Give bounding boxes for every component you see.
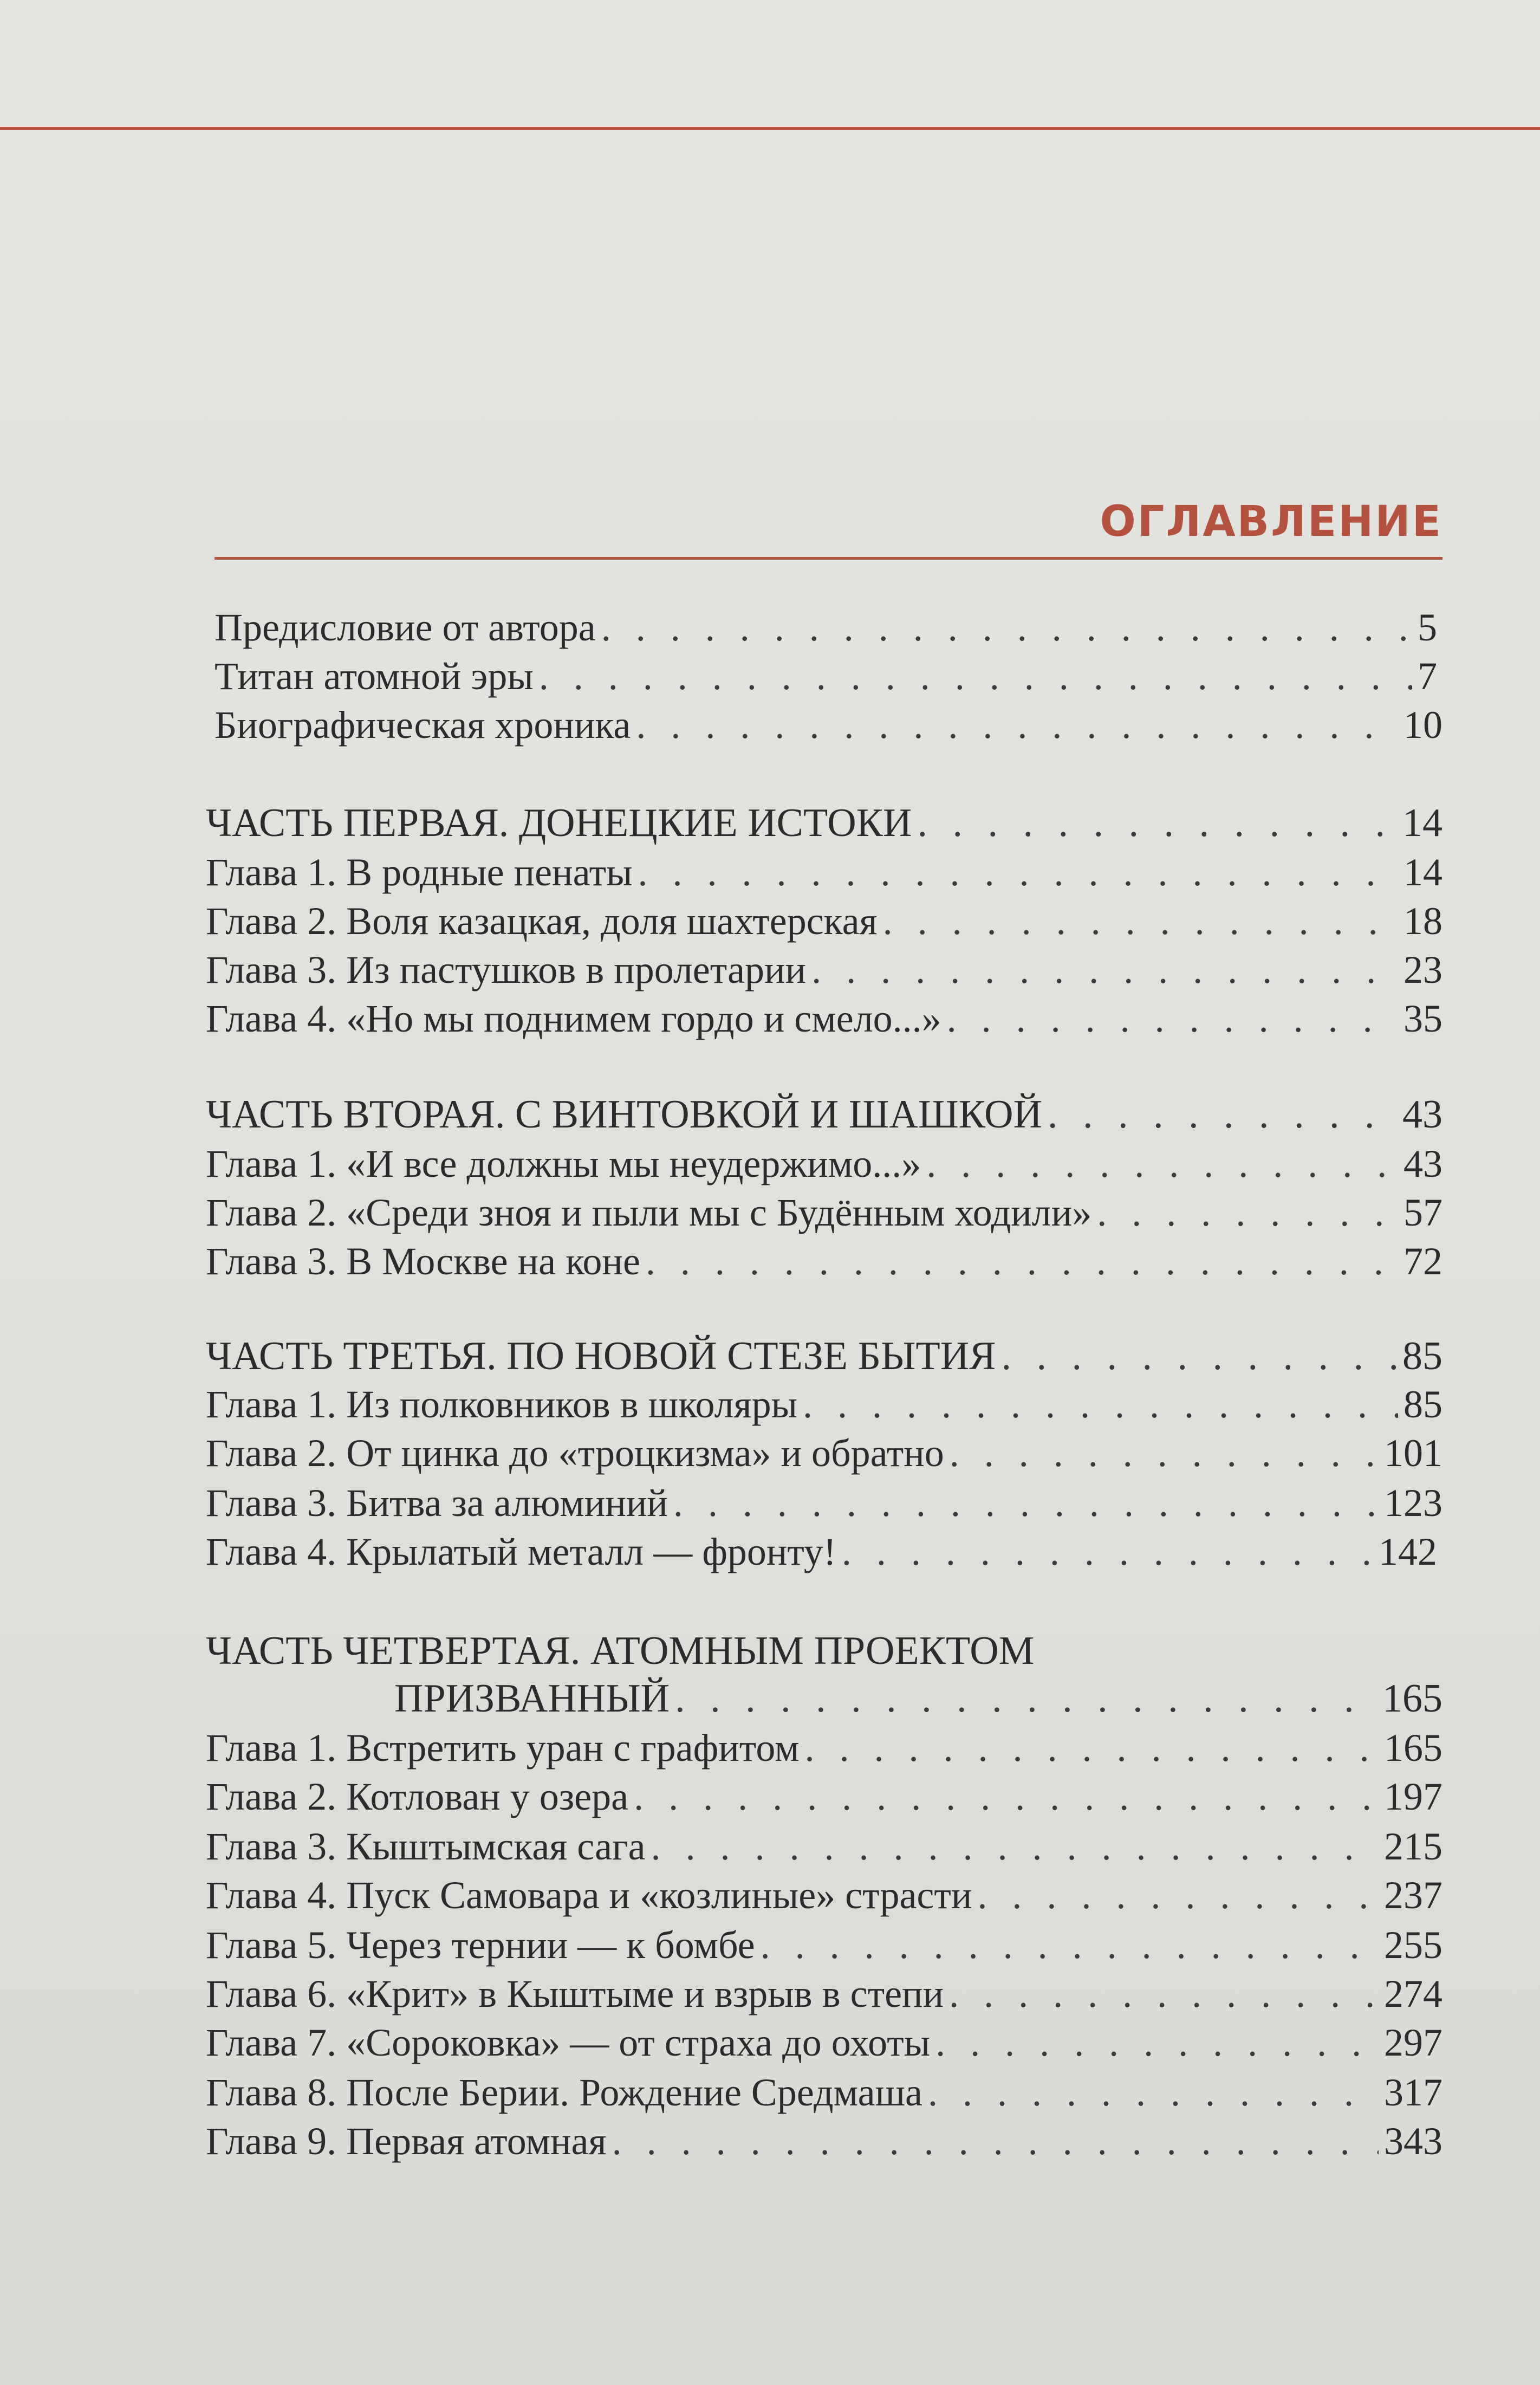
toc-chapter-page: 35	[1403, 997, 1442, 1040]
toc-entry-preface[interactable]	[215, 608, 1437, 647]
toc-entry-titan[interactable]	[215, 654, 1437, 698]
toc-chapter-page: 237	[1384, 1874, 1442, 1917]
toc-chapter-title: Глава 2. «Среди зноя и пыли мы с Будённым ходили»	[206, 1191, 1092, 1234]
toc-part-3[interactable]	[206, 1336, 1442, 1376]
toc-part-title: ЧАСТЬ ВТОРАЯ. С ВИНТОВКОЙ И ШАШКОЙ	[206, 1092, 1043, 1137]
toc-chapter[interactable]	[206, 1242, 1442, 1281]
leader-dots	[646, 1242, 1398, 1281]
toc-chapter-page: 165	[1384, 1726, 1442, 1770]
toc-chapter[interactable]	[206, 2122, 1442, 2161]
toc-chapter[interactable]	[206, 2023, 1442, 2062]
toc-chapter-page: 101	[1384, 1431, 1442, 1475]
leader-dots	[1002, 1336, 1397, 1376]
toc-chapter-page: 72	[1403, 1240, 1442, 1283]
toc-chapter-title: Глава 3. Битва за алюминий	[206, 1481, 668, 1525]
toc-part-title: ЧАСТЬ ТРЕТЬЯ. ПО НОВОЙ СТЕЗЕ БЫТИЯ	[206, 1334, 996, 1378]
toc-chapter-page: 14	[1403, 851, 1442, 894]
toc-chapter[interactable]	[206, 1431, 1442, 1475]
leader-dots	[673, 1483, 1379, 1522]
toc-chapter-page: 18	[1403, 899, 1442, 943]
toc-part-1[interactable]	[206, 803, 1442, 843]
toc-chapter[interactable]	[206, 1481, 1442, 1525]
toc-part-title: ЧАСТЬ ПЕРВАЯ. ДОНЕЦКИЕ ИСТОКИ	[206, 801, 912, 845]
leader-dots	[949, 1974, 1379, 2013]
toc-entry-page: 10	[1403, 703, 1442, 747]
toc-chapter-title: Глава 4. Крылатый металл — фронту!	[206, 1530, 836, 1573]
toc-chapter-title: Глава 3. Кыштымская сага	[206, 1825, 646, 1868]
toc-chapter[interactable]	[206, 1532, 1437, 1571]
toc-chapter-page: 255	[1384, 1923, 1442, 1967]
toc-chapter[interactable]	[206, 1144, 1442, 1183]
toc-chapter-title: Глава 2. Воля казацкая, доля шахтерская	[206, 899, 878, 943]
toc-chapter[interactable]	[206, 1974, 1442, 2013]
toc-chapter-page: 57	[1403, 1191, 1442, 1234]
toc-part-page: 165	[1382, 1676, 1442, 1721]
leader-dots	[917, 803, 1397, 843]
leader-dots	[805, 1728, 1379, 1767]
toc-chapter-page: 23	[1403, 948, 1442, 991]
leader-dots	[675, 1678, 1377, 1719]
toc-part-page: 85	[1402, 1334, 1442, 1378]
leader-dots	[947, 999, 1398, 1038]
toc-chapter-page: 274	[1384, 1972, 1442, 2015]
toc-chapter-title: Глава 3. Из пастушков в пролетарии	[206, 948, 807, 991]
leader-dots	[636, 705, 1398, 744]
toc-chapter[interactable]	[206, 1876, 1442, 1915]
toc-title-underline	[215, 557, 1442, 560]
toc-chapter-title: Глава 2. От цинка до «троцкизма» и обратно	[206, 1431, 944, 1475]
leader-dots	[842, 1532, 1373, 1571]
toc-chapter[interactable]	[206, 1923, 1442, 1967]
leader-dots	[634, 1777, 1379, 1816]
leader-dots	[803, 1385, 1398, 1424]
toc-chapter-title: Глава 7. «Сороковка» — от страха до охоты	[206, 2021, 931, 2064]
toc-chapter[interactable]	[206, 853, 1442, 892]
leader-dots	[638, 853, 1399, 892]
leader-dots	[1097, 1193, 1398, 1232]
leader-dots	[651, 1827, 1379, 1866]
toc-part-4[interactable]	[394, 1678, 1442, 1719]
leader-dots	[977, 1876, 1379, 1915]
leader-dots	[811, 950, 1398, 989]
toc-chapter-title: Глава 4. Пуск Самовара и «козлиные» страсти	[206, 1874, 972, 1917]
toc-chapter-title: Глава 1. Из полковников в школяры	[206, 1383, 797, 1426]
toc-part-page: 43	[1402, 1092, 1442, 1137]
toc-chapter-page: 197	[1384, 1775, 1442, 1818]
toc-chapter-page: 297	[1384, 2021, 1442, 2064]
leader-dots	[601, 608, 1412, 647]
toc-chapter-title: Глава 1. Встретить уран с графитом	[206, 1726, 800, 1770]
toc-chapter[interactable]	[206, 950, 1442, 989]
toc-chapter-page: 215	[1384, 1825, 1442, 1868]
toc-chapter-title: Глава 1. В родные пенаты	[206, 851, 633, 894]
toc-chapter-page: 85	[1403, 1383, 1442, 1426]
toc-chapter-page: 317	[1384, 2071, 1442, 2114]
toc-title: ОГЛАВЛЕНИЕ	[1100, 497, 1442, 546]
leader-dots	[928, 2073, 1379, 2112]
toc-chapter-title: Глава 8. После Берии. Рождение Средмаша	[206, 2071, 922, 2114]
toc-chapter-title: Глава 6. «Крит» в Кыштыме и взрыв в степи	[206, 1972, 944, 2015]
toc-chapter[interactable]	[206, 2073, 1442, 2112]
leader-dots	[883, 902, 1398, 941]
toc-chapter-title: Глава 9. Первая атомная	[206, 2120, 607, 2163]
leader-dots	[935, 2023, 1379, 2062]
leader-dots	[1048, 1094, 1397, 1135]
toc-chapter-page: 142	[1379, 1530, 1437, 1573]
toc-entry-page: 7	[1418, 654, 1437, 698]
toc-chapter[interactable]	[206, 999, 1442, 1038]
toc-chapter[interactable]	[206, 1193, 1442, 1232]
toc-chapter-title: Глава 1. «И все должны мы неудержимо...»	[206, 1142, 921, 1185]
toc-chapter[interactable]	[206, 1827, 1442, 1866]
toc-chapter-page: 343	[1384, 2120, 1442, 2163]
toc-entry-chronicle[interactable]	[215, 703, 1442, 747]
leader-dots	[926, 1144, 1398, 1183]
toc-chapter-page: 43	[1403, 1142, 1442, 1185]
toc-chapter-title: Глава 3. В Москве на коне	[206, 1240, 640, 1283]
toc-chapter-page: 123	[1384, 1481, 1442, 1525]
header-rule	[0, 127, 1540, 130]
leader-dots	[761, 1926, 1379, 1965]
toc-entry-title: Биографическая хроника	[215, 703, 631, 747]
toc-part-2[interactable]	[206, 1094, 1442, 1135]
toc-chapter-title: Глава 5. Через тернии — к бомбе	[206, 1923, 755, 1967]
toc-part-page: 14	[1402, 801, 1442, 845]
leader-dots	[539, 657, 1412, 696]
toc-chapter[interactable]	[206, 1385, 1442, 1424]
leader-dots	[950, 1434, 1379, 1473]
toc-entry-title: Титан атомной эры	[215, 654, 534, 698]
toc-chapter[interactable]	[206, 899, 1442, 943]
toc-chapter[interactable]	[206, 1777, 1442, 1816]
toc-chapter-title: Глава 4. «Но мы поднимем гордо и смело...»	[206, 997, 941, 1040]
toc-part-4-title-line1[interactable]: ЧАСТЬ ЧЕТВЕРТАЯ. АТОМНЫМ ПРОЕКТОМ	[206, 1629, 1035, 1673]
toc-entry-title: Предисловие от автора	[215, 606, 596, 649]
toc-part-title-line2: ПРИЗВАННЫЙ	[394, 1676, 670, 1721]
leader-dots	[612, 2122, 1379, 2161]
toc-entry-page: 5	[1418, 606, 1437, 649]
toc-chapter[interactable]	[206, 1726, 1442, 1770]
toc-chapter-title: Глава 2. Котлован у озера	[206, 1775, 629, 1818]
